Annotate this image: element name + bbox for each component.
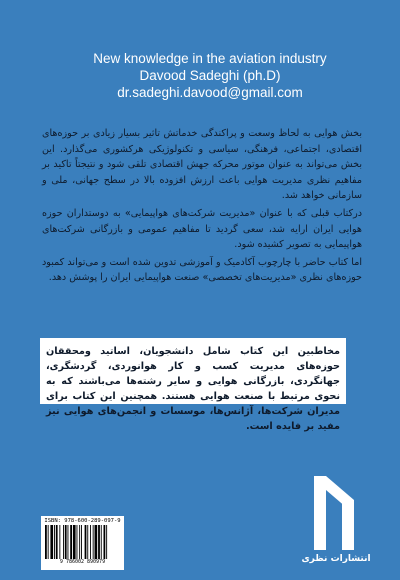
author-header — [40, 50, 380, 101]
description-text — [42, 126, 362, 288]
audience-box — [40, 338, 346, 432]
barcode-icon — [44, 525, 121, 559]
book-subtitle: New knowledge in the aviation industry — [93, 51, 327, 66]
isbn-barcode — [41, 516, 124, 570]
author-email: dr.sadeghi.davood@gmail.com — [117, 85, 303, 100]
paragraph-3: اما کتاب حاضر با چارچوب آکادمیک و آموزشی تدوین شده است و می‌تواند کمبود حوزه‌های نظری «مدیریت‌های تخصصی» صنعت هواپیمایی ایران را پوشش دهد. — [42, 256, 362, 284]
audience-text: مخاطبین این کتاب شامل دانشجویان، اساتید ومحققان حوزه‌های مدیریت کسب و کار هوانوردی، گردشگری، جهانگردی، بازرگانی هوایی و سایر رشته‌ها می‌باشند که به نحوی مرتبط با صنعت هوایی هستند. همچنین این کتاب برای مدیران شرکت‌ها، آژانس‌ها، موسسات و انجمن‌های هوایی نیز مفید بر فایده است. — [46, 346, 340, 432]
publisher-name: انتشارات نظری — [301, 554, 371, 564]
paragraph-1: بخش هوایی به لحاظ وسعت و پراکندگی خدماتش تاثیر بسیار زیادی بر حوزه‌های اقتصادی، اجتماعی، فرهنگی، سیاسی و تکنولوژیکی هرکشوری می‌گذارد. این بخش می‌تواند به عنوان موتور محرکه جهش اقتصادی تلقی شود و نتیجتاً تاکید بر مفاهیم نظری مدیریت هوایی باعث ارزش افزوده بالا در سطح جهانی، ملی و سازمانی خواهد شد. — [42, 128, 362, 202]
isbn-label: ISBN: 978-600-289-097-9 — [44, 518, 121, 524]
publisher-logo-icon — [300, 470, 370, 560]
author-name: Davood Sadeghi (ph.D) — [139, 68, 281, 83]
paragraph-2: درکتاب قبلی که با عنوان «مدیریت شرکت‌های هواپیمایی» به دوستداران حوزه هوایی ایران ارایه شد، سعی گردید تا مفاهیم عمومی و بازرگانی شرکت‌های هواپیمایی به تصویر کشیده شود. — [42, 207, 362, 251]
barcode-digits: 9 786002 890979 — [59, 559, 106, 565]
